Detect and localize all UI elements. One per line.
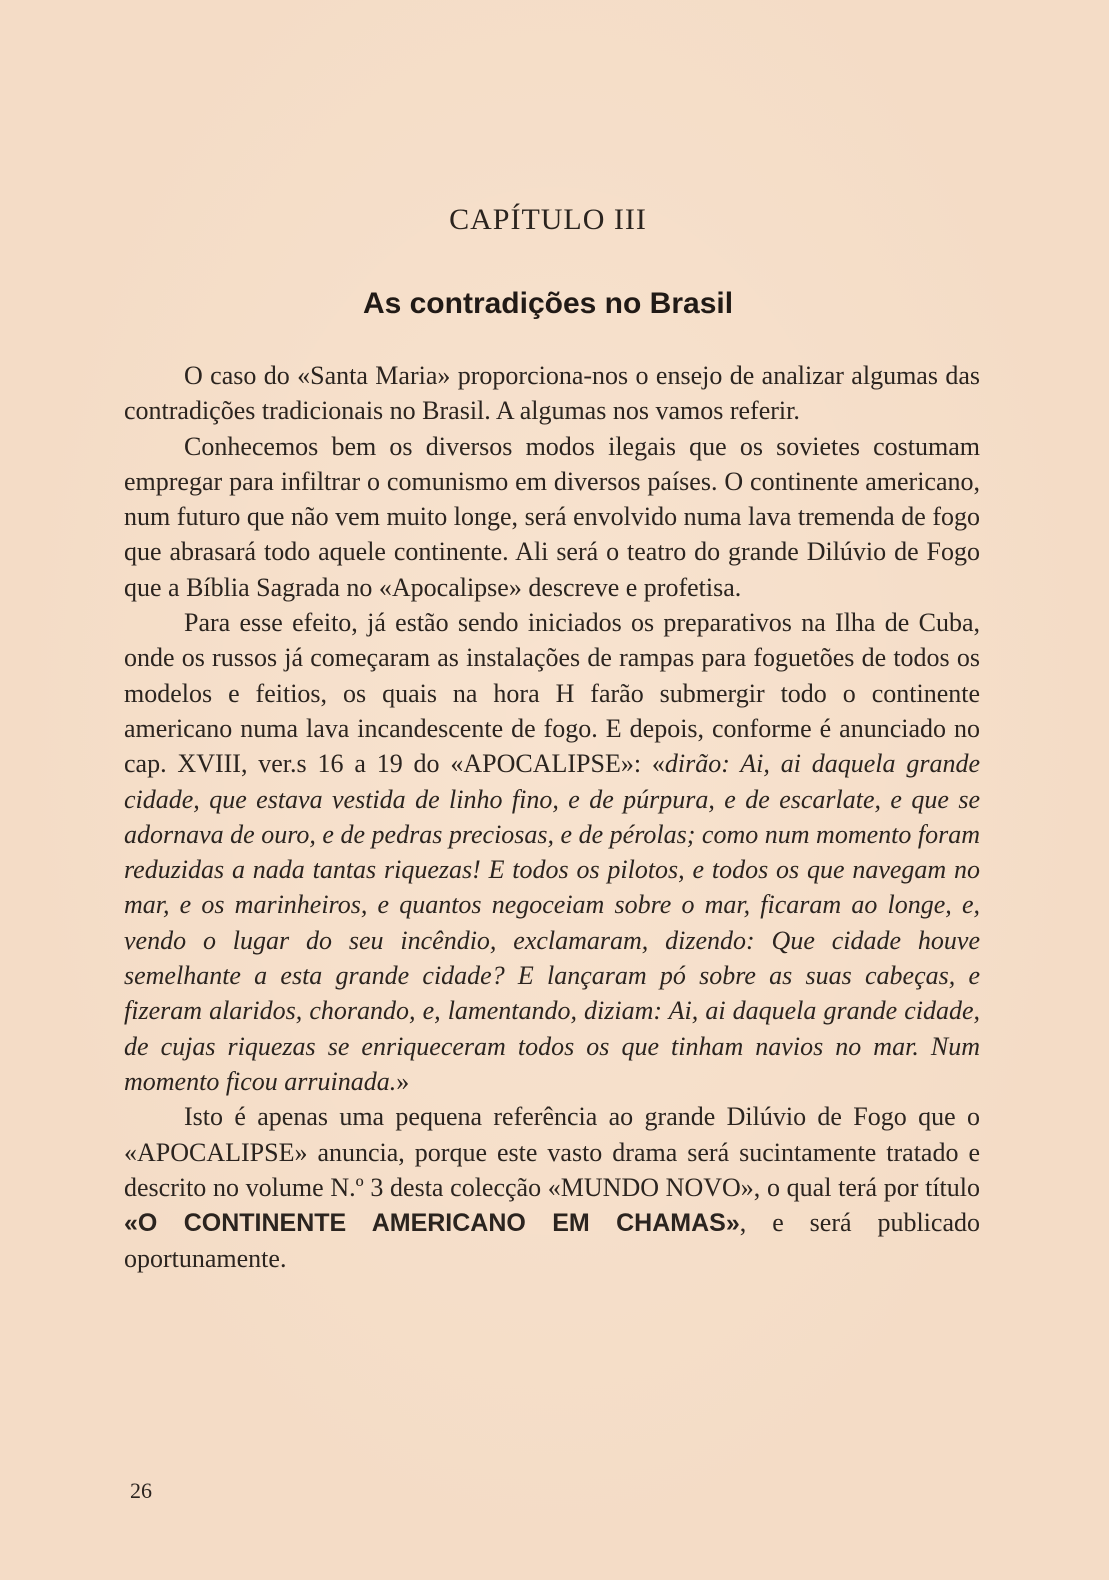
body-text [124, 358, 980, 1277]
page-number: 26 [130, 1478, 152, 1503]
quote-close: » [396, 1066, 410, 1096]
paragraph-4-start: Isto é apenas uma pequena referência ao grande Dilúvio de Fogo que o «APOCALIPSE» anuncia, porque este vasto drama será sucintamente tratado e descrito no volume N.º 3 desta colecção «MUNDO NOVO», o qual terá por título [124, 1102, 980, 1202]
paragraph-4-end: , e será publicado oportunamente. [124, 1208, 980, 1274]
paragraph-3-intro: Para esse efeito, já estão sendo iniciados os preparativos na Ilha de Cuba, onde os russos já começaram as instalações de rampas para foguetões de todos os modelos e feitios, os quais na hora H farão submergir todo o continente americano numa lava incandescente de fogo. E depois, conforme é anunciado no cap. XVIII, ver.s 16 a 19 do «APOCALIPSE»: « [124, 608, 980, 779]
apocalypse-quote: dirão: Ai, ai daquela grande cidade, que estava vestida de linho fino, e de púrpura, e de escarlate, e que se adornava de ouro, e de pedras preciosas, e de pérolas; como num momento foram reduzidas a nada tantas riquezas! E todos os pilotos, e todos os que navegam no mar, e os marinheiros, e quantos negoceiam sobre o mar, ficaram ao longe, e, vendo o lugar do seu incêndio, exclamaram, dizendo: Que cidade houve semelhante a esta grande cidade? E lançaram pó sobre as suas cabeças, e fizeram alaridos, chorando, e, lamentando, diziam: Ai, ai daquela grande cidade, de cujas riquezas se enriqueceram todos os que tinham navios no mar. Num momento ficou arruinada. [124, 749, 980, 1096]
section-title: As contradições no Brasil [362, 287, 734, 320]
chapter-heading: CAPÍTULO III [449, 203, 647, 236]
paragraph-2: Conhecemos bem os diversos modos ilegais que os sovietes costumam empregar para infiltrar o comunismo em diversos países. O continente americano, num futuro que não vem muito longe, será envolvido numa lava tremenda de fogo que abrasará todo aquele continente. Ali será o teatro do grande Dilúvio de Fogo que a Bíblia Sagrada no «Apocalipse» descreve e profetisa. [124, 431, 980, 602]
paragraph-1: O caso do «Santa Maria» proporciona-nos o ensejo de analizar algumas das contradições tradicionais no Brasil. A algumas nos vamos referir. [124, 361, 980, 426]
paragraph-4 [124, 1099, 980, 1276]
book-title: «O CONTINENTE AMERICANO EM CHAMAS» [124, 1209, 740, 1238]
paragraph-3 [124, 605, 980, 1099]
